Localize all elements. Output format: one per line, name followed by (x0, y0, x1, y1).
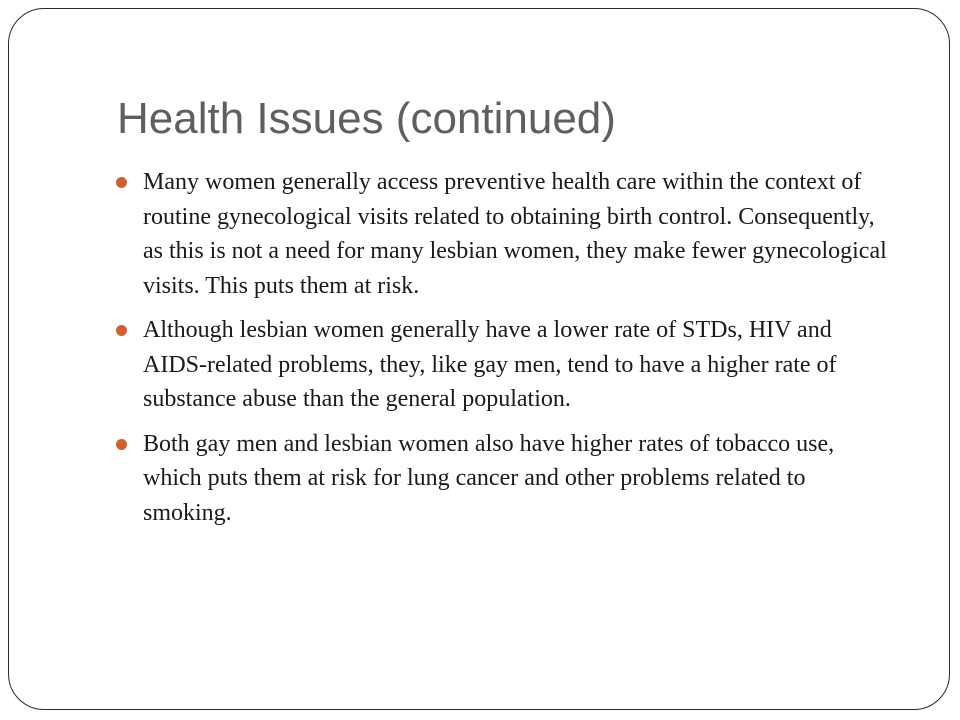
bullet-item (115, 165, 895, 303)
bullet-item (115, 427, 895, 531)
bullet-text: Although lesbian women generally have a lower rate of STDs, HIV and AIDS-related problems, they, like gay men, tend to have a higher rate of substance abuse than the general population. (143, 317, 837, 412)
bullet-text: Both gay men and lesbian women also have higher rates of tobacco use, which puts them at risk for lung cancer and other problems related to smoking. (143, 430, 835, 526)
bullet-item (115, 313, 895, 417)
bullet-dot-icon (116, 325, 127, 336)
bullet-text: Many women generally access preventive health care within the context of routine gynecological visits related to obtaining birth control. Consequently, as this is not a need for many lesbian women, they make fewer gynecological visits. This puts them at risk. (143, 169, 887, 299)
bullet-list (115, 165, 895, 540)
bullet-dot-icon (116, 439, 127, 450)
slide-title: Health Issues (continued) (117, 94, 616, 143)
bullet-dot-icon (116, 177, 127, 188)
slide (8, 8, 950, 710)
